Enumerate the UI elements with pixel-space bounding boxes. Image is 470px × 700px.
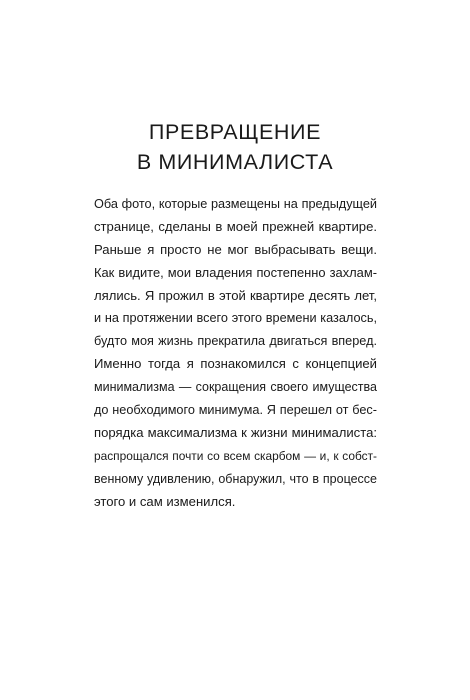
text-line: будто моя жизнь прекратила двигаться вперед. (94, 334, 377, 349)
text-line: странице, сделаны в моей прежней квартире. (94, 218, 377, 234)
text-line: минимализма — сокращения своего имущества (94, 380, 377, 395)
chapter-title-line-1: ПРЕВРАЩЕНИЕ (148, 120, 322, 144)
chapter-title (0, 117, 470, 177)
text-line: и на протяжении всего этого времени казалось, (94, 311, 377, 326)
text-line: Как видите, мои владения постепенно захлам- (94, 264, 377, 280)
text-line: до необходимого минимума. Я перешел от бес- (94, 403, 377, 418)
text-line: распрощался почти со всем скарбом — и, к собст- (94, 448, 377, 463)
body-paragraph (94, 193, 377, 513)
text-line: Оба фото, которые размещены на предыдущей (94, 197, 377, 211)
text-line: порядка максимализма к жизни минималиста: (94, 424, 377, 440)
text-line: Раньше я просто не мог выбрасывать вещи. (94, 241, 377, 257)
text-line-last: этого и сам изменился. (94, 493, 236, 509)
text-line: венному удивлению, обнаружил, что в процессе (94, 471, 377, 486)
chapter-title-line-2: В МИНИМАЛИСТА (136, 150, 334, 174)
text-line: Именно тогда я познакомился с концепцией (94, 356, 377, 372)
text-line: лялись. Я прожил в этой квартире десять лет, (94, 287, 377, 303)
